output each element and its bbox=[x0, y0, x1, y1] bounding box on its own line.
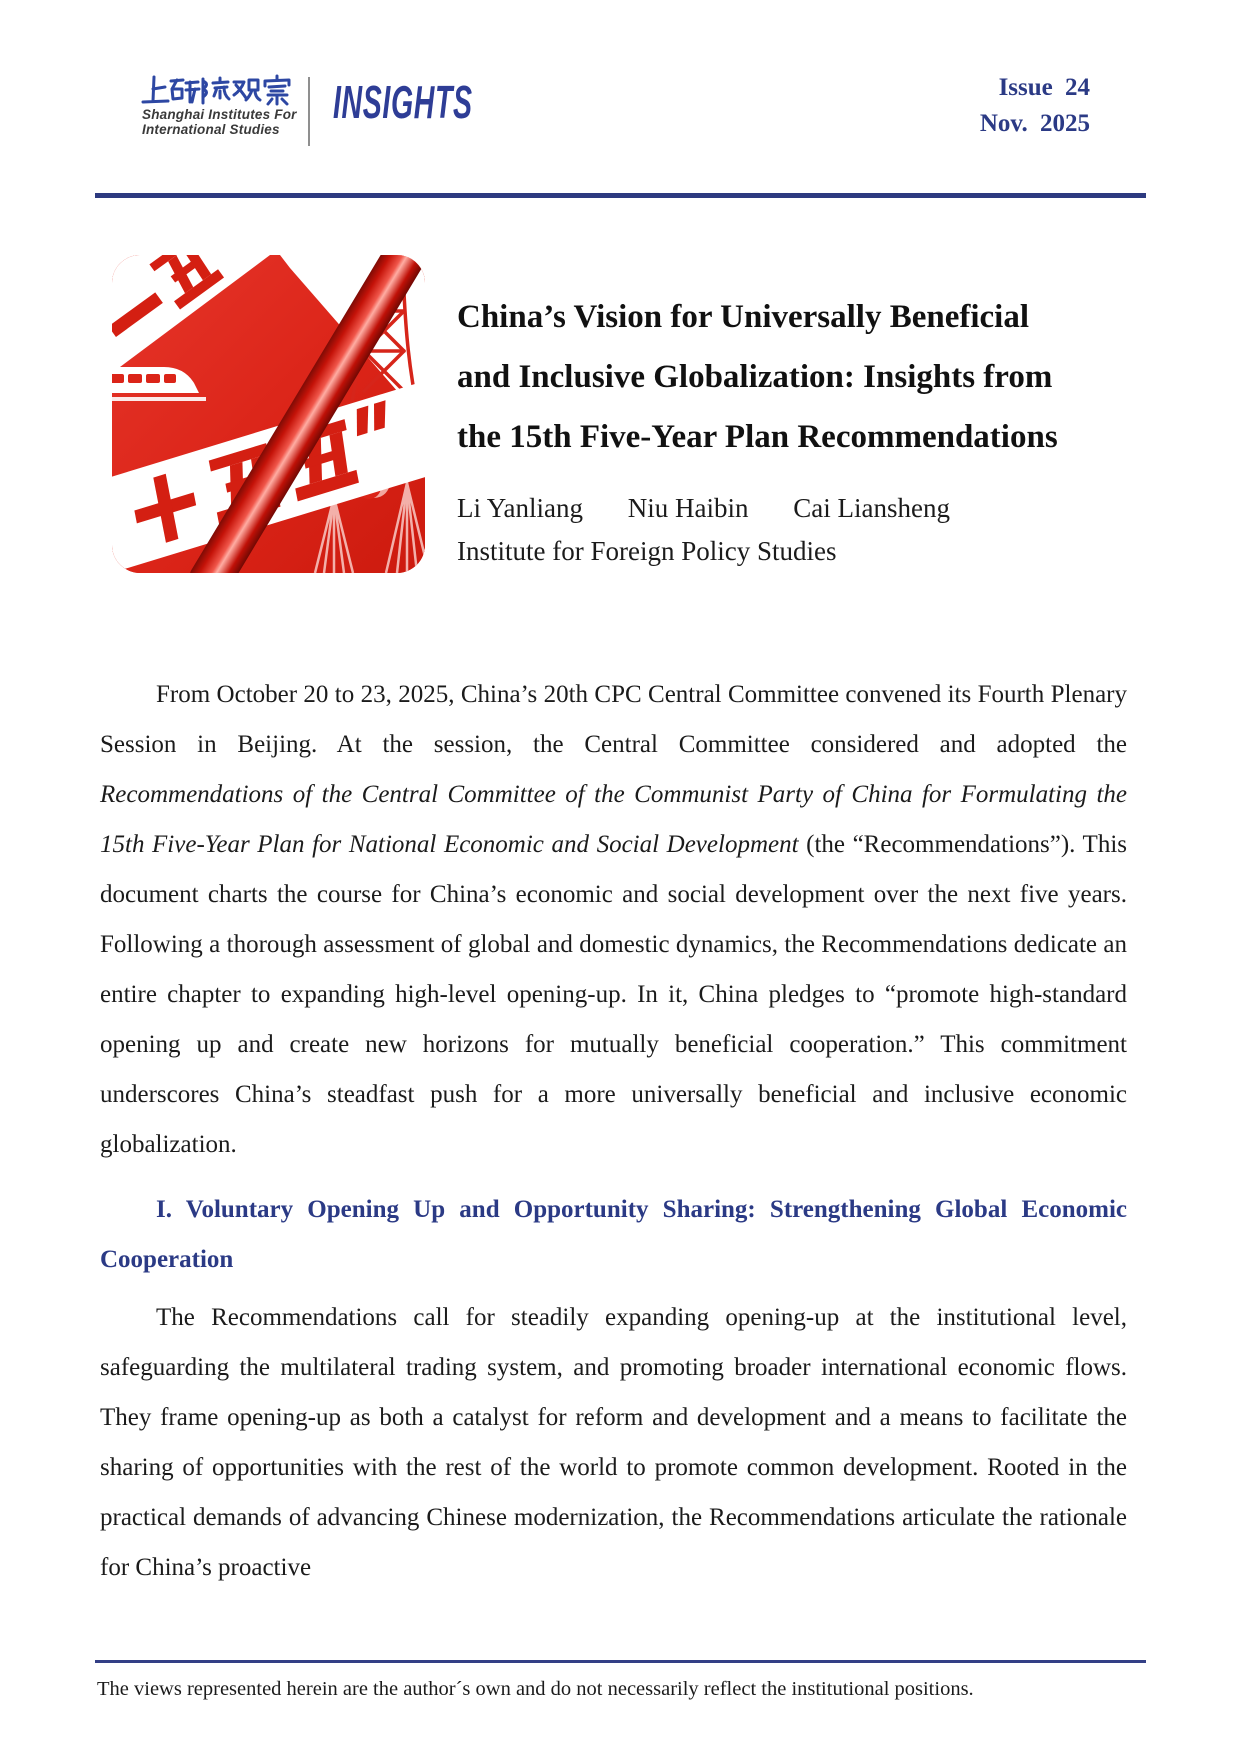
title-line-1: China’s Vision for Universally Beneficial bbox=[457, 299, 1030, 335]
logo-subtitle-line1: Shanghai Institutes For bbox=[142, 107, 297, 122]
author-name: Cai Liansheng bbox=[793, 493, 950, 523]
recommendations-document-title: Recommendations of the Central Committee of the Communist Party of China for Formulating the 15th Five-Year Plan for National Economic and Social Development bbox=[100, 781, 1127, 858]
header-divider bbox=[308, 77, 310, 146]
author-affiliation: Institute for Foreign Policy Studies bbox=[457, 536, 837, 566]
paragraph-1 bbox=[100, 670, 1127, 1170]
title-row bbox=[112, 255, 1135, 573]
header-rule bbox=[95, 193, 1146, 198]
cover-image bbox=[112, 255, 425, 573]
paragraph-2: The Recommendations call for steadily expanding opening-up at the institutional level, safeguarding the multilateral trading system, and promoting broader international economic flows. They frame opening-up as both a catalyst for reform and development and a means to facilitate the sharing of opportunities with the rest of the world to promote common development. Rooted in the practical demands of advancing Chinese modernization, the Recommendations articulate the rationale for China’s proactive bbox=[100, 1304, 1127, 1581]
page-footer bbox=[95, 1660, 1146, 1703]
author-name: Niu Haibin bbox=[627, 493, 749, 523]
article-title bbox=[457, 287, 1135, 467]
footer-rule bbox=[95, 1660, 1146, 1663]
paragraph-1-lead: From October 20 to 23, 2025, China’s 20th CPC Central Committee convened its Fourth Plenary Session in Beijing. At the session, the Central Committee considered and adopted the bbox=[100, 681, 1127, 758]
issue-block bbox=[980, 70, 1090, 142]
title-line-3: the 15th Five-Year Plan Recommendations bbox=[457, 419, 1058, 455]
masthead-title: INSIGHTS bbox=[333, 76, 473, 128]
title-line-2: and Inclusive Globalization: Insights from bbox=[457, 359, 1053, 395]
paragraph-1-rest: (the “Recommendations”). This document charts the course for China’s economic and social development over the next five years. Following a thorough assessment of global and domestic dynamics, the Recommendations dedicate an entire chapter to expanding high-level opening-up. In it, China pledges to “promote high-standard opening up and create new horizons for mutually beneficial cooperation.” This commitment underscores China’s steadfast push for a more universally beneficial and inclusive economic globalization. bbox=[100, 831, 1128, 1158]
issue-number: Issue 24 bbox=[998, 74, 1090, 101]
disclaimer-text: The views represented herein are the author´s own and do not necessarily reflect the institutional positions. bbox=[97, 1678, 974, 1700]
siis-logo-cn-calligraphy bbox=[141, 74, 293, 108]
article-body bbox=[100, 670, 1127, 1593]
section-1-heading: I. Voluntary Opening Up and Opportunity Sharing: Strengthening Global Economic Cooperation bbox=[100, 1196, 1127, 1273]
author-list bbox=[457, 490, 1135, 526]
issue-date: Nov. 2025 bbox=[979, 110, 1090, 137]
logo-subtitle-line2: International Studies bbox=[142, 122, 280, 137]
title-column bbox=[457, 255, 1135, 573]
author-name: Li Yanliang bbox=[457, 493, 584, 523]
cover-art bbox=[112, 255, 425, 573]
